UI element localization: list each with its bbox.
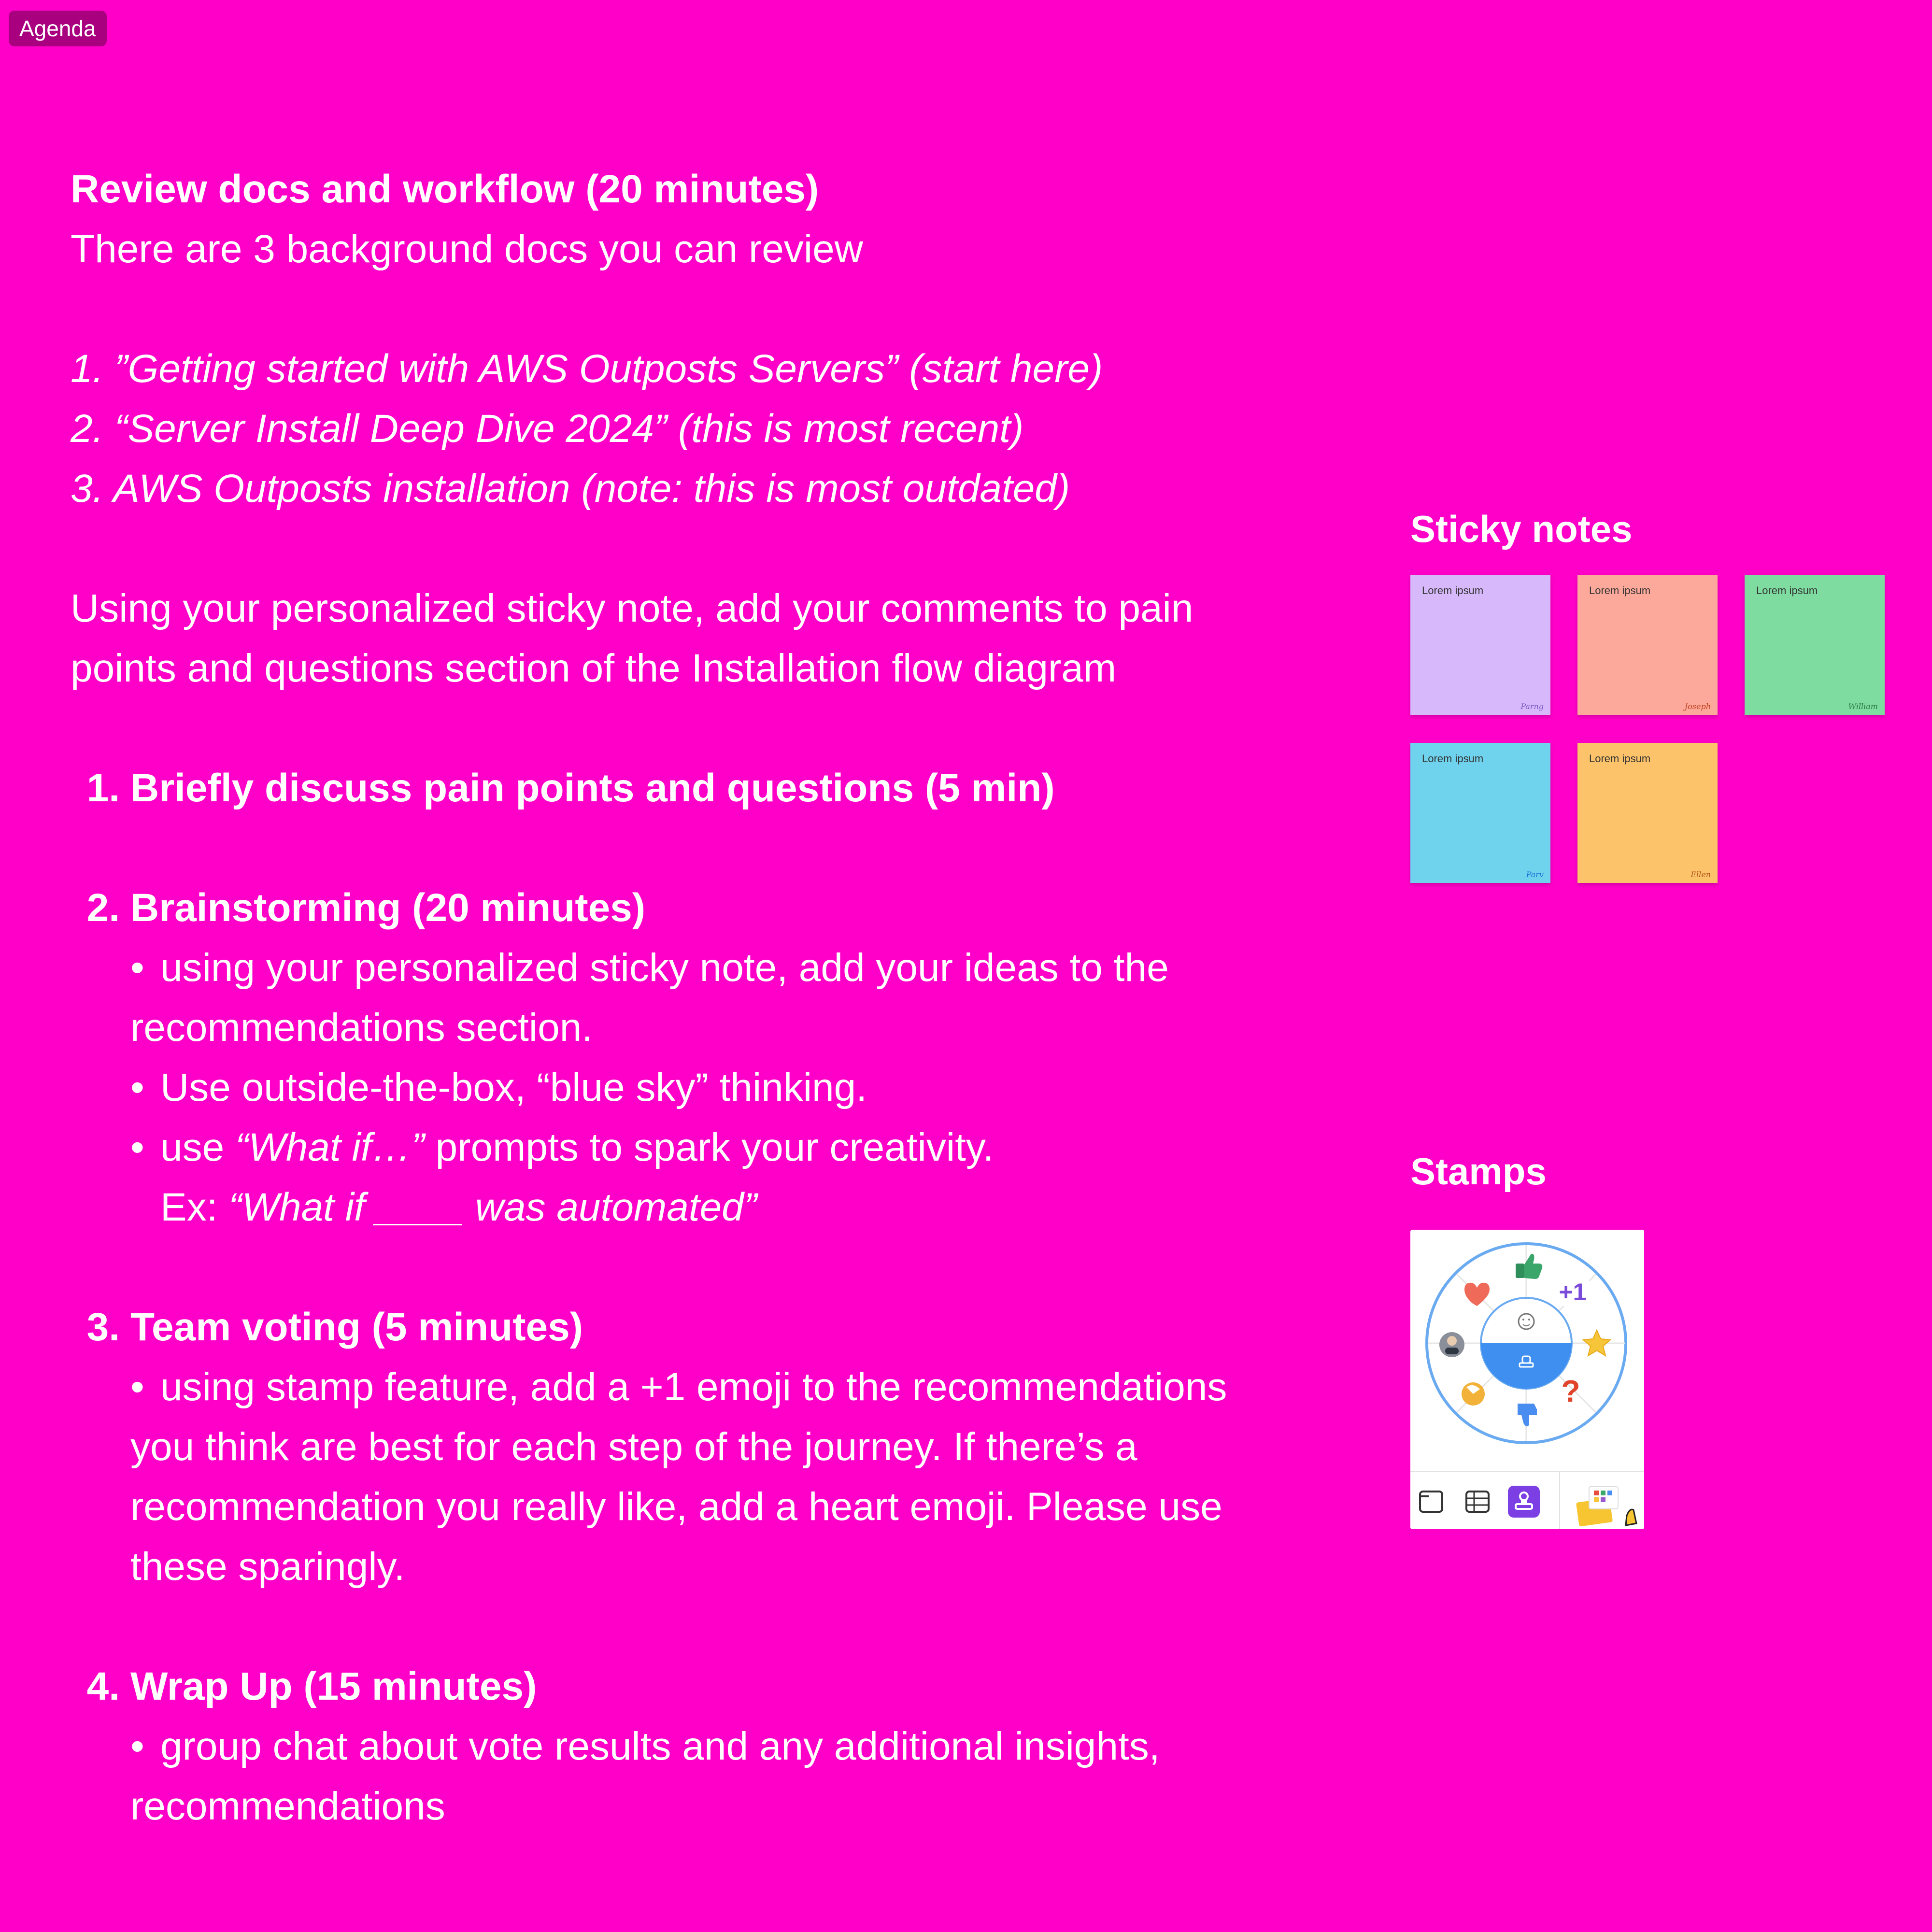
- sticky-note[interactable]: Lorem ipsum Joseph: [1577, 575, 1718, 715]
- section-title: Brainstorming (20 minutes): [130, 886, 646, 930]
- sticky-note[interactable]: Lorem ipsum William: [1745, 575, 1885, 715]
- frame-label[interactable]: Agenda: [9, 11, 107, 46]
- instruction-line: Using your personalized sticky note, add your comments to pain: [71, 586, 1193, 630]
- bullet-item: • Use outside-the-box, “blue sky” thinking.: [130, 1065, 867, 1109]
- sticky-note[interactable]: Lorem ipsum Parv: [1410, 743, 1550, 883]
- agenda-text: [71, 159, 1326, 1836]
- section-number: 4.: [86, 1664, 120, 1708]
- frame-icon[interactable]: [1415, 1486, 1447, 1518]
- section-4: [71, 1657, 1326, 1836]
- section-number: 1.: [86, 766, 120, 810]
- stamps-heading: Stamps: [1410, 1150, 1547, 1193]
- bullet-continuation: recommendations section.: [130, 1006, 593, 1050]
- bullet-item: • using your personalized sticky note, add your ideas to the: [130, 946, 1169, 990]
- bullet-item: • group chat about vote results and any additional insights,: [130, 1724, 1160, 1768]
- bullet-continuation: recommendation you really like, add a heart emoji. Please use: [130, 1485, 1222, 1529]
- review-subtitle: There are 3 background docs you can review: [71, 227, 863, 271]
- bullet-item: • use “What if…” prompts to spark your creativity.: [130, 1125, 994, 1169]
- example-line: Ex: “What if ____ was automated”: [160, 1185, 757, 1229]
- widgets-icon[interactable]: [1573, 1482, 1640, 1528]
- bottom-toolbar: [1410, 1471, 1644, 1529]
- question-label: ?: [1561, 1374, 1580, 1408]
- section-title: Wrap Up (15 minutes): [130, 1664, 537, 1708]
- bullet-item: • using stamp feature, add a +1 emoji to the recommendations: [130, 1365, 1227, 1409]
- section-title: Briefly discuss pain points and questions (5 min): [130, 766, 1055, 810]
- bullet-continuation: you think are best for each step of the journey. If there’s a: [130, 1425, 1137, 1469]
- plus-one-label: +1: [1559, 1279, 1587, 1306]
- sticky-note[interactable]: Lorem ipsum Parng: [1410, 575, 1550, 715]
- question-icon[interactable]: [1561, 1374, 1580, 1408]
- doc-item: 2. “Server Install Deep Dive 2024” (this is most recent): [71, 407, 1024, 451]
- section-2: [71, 878, 1326, 1237]
- section-title: Team voting (5 minutes): [130, 1305, 583, 1349]
- review-title: Review docs and workflow (20 minutes): [71, 167, 819, 211]
- avatar-icon[interactable]: [1439, 1332, 1464, 1357]
- section-3: [71, 1297, 1326, 1597]
- doc-item: 1. ”Getting started with AWS Outposts Servers” (start here): [71, 347, 1103, 391]
- section-1: [71, 758, 1326, 818]
- sticky-note[interactable]: Lorem ipsum Ellen: [1577, 743, 1718, 883]
- sticker-icon[interactable]: [1462, 1382, 1485, 1406]
- doc-item: 3. AWS Outposts installation (note: this is most outdated): [71, 467, 1070, 511]
- sticky-notes-heading: Sticky notes: [1410, 508, 1633, 550]
- section-number: 3.: [86, 1305, 120, 1349]
- stamp-tool-button[interactable]: [1508, 1486, 1540, 1518]
- bullet-continuation: these sparingly.: [130, 1545, 405, 1589]
- stamps-panel: [1410, 1230, 1644, 1529]
- bullet-continuation: recommendations: [130, 1784, 445, 1828]
- table-icon[interactable]: [1462, 1486, 1493, 1518]
- section-number: 2.: [86, 886, 120, 930]
- stamp-wheel: [1410, 1230, 1644, 1471]
- plus-one-icon[interactable]: [1555, 1278, 1590, 1306]
- instruction-line: points and questions section of the Installation flow diagram: [71, 646, 1117, 690]
